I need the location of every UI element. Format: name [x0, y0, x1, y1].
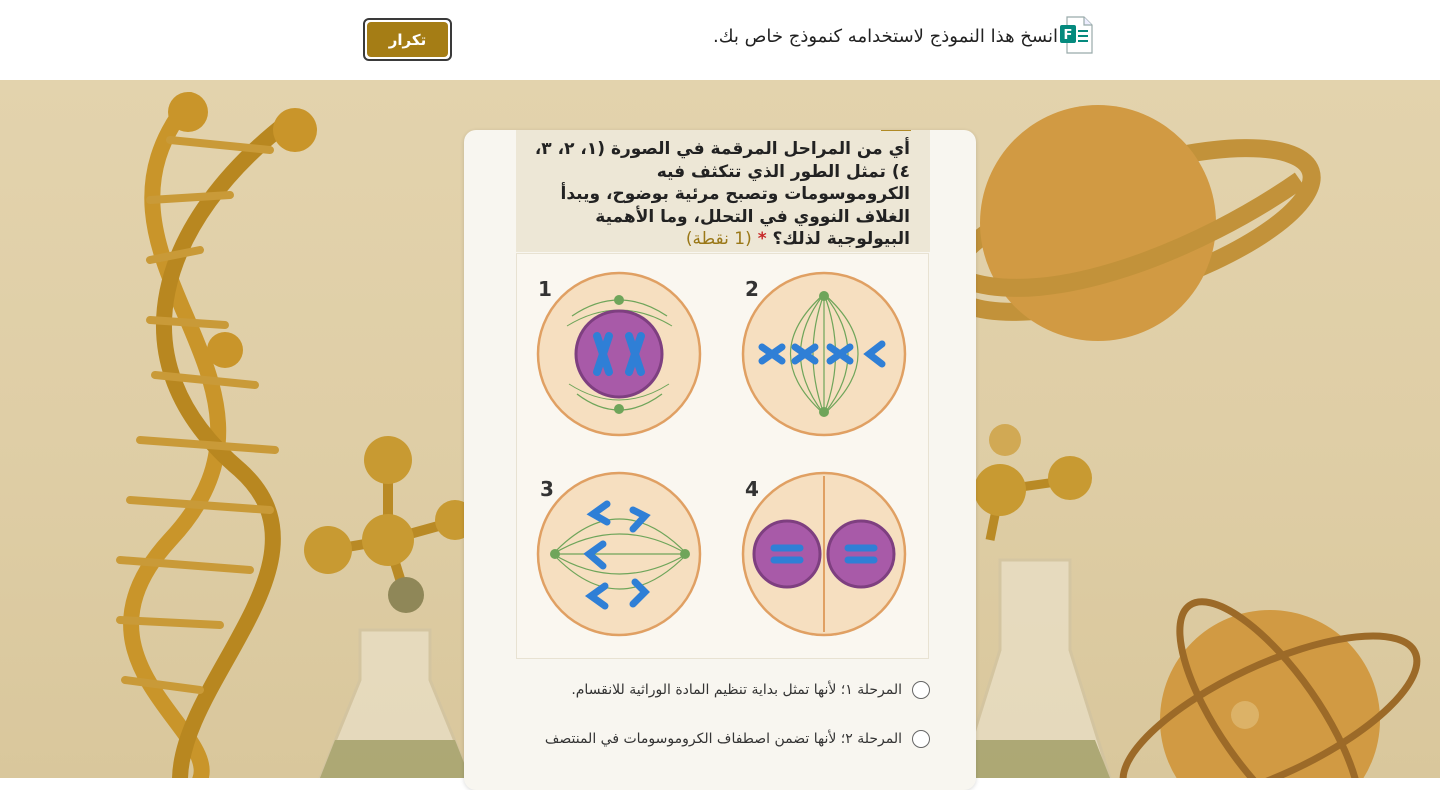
- required-mark: *: [757, 229, 767, 249]
- stage-label-1: 1: [538, 277, 552, 301]
- repeat-button-label: تكرار: [367, 22, 448, 57]
- stage-label-3: 3: [540, 477, 554, 501]
- cell-stage-1: [538, 273, 700, 435]
- question-card: [464, 130, 976, 790]
- dna-helix-icon: [120, 92, 317, 778]
- stage-label-4: 4: [745, 477, 759, 501]
- option-1[interactable]: [571, 681, 930, 699]
- flask-icon: [320, 630, 470, 778]
- forms-app-icon: [1059, 16, 1093, 54]
- planet-icon: [931, 105, 1329, 346]
- option-2-label: المرحلة ٢؛ لأنها تضمن اصطفاف الكروموسومات في المنتصف: [544, 731, 902, 747]
- mitosis-figure: [516, 253, 929, 659]
- option-2[interactable]: [545, 730, 930, 748]
- top-banner: [0, 0, 1440, 80]
- question-points: (1 نقطة): [685, 229, 752, 249]
- mitosis-stages-illustration: [517, 254, 928, 658]
- cell-stage-2: [743, 273, 905, 435]
- option-1-label: المرحلة ١؛ لأنها تمثل بداية تنظيم المادة الوراثية للانقسام.: [571, 682, 902, 698]
- stage-label-2: 2: [745, 277, 759, 301]
- option-2-radio[interactable]: [912, 730, 930, 748]
- atom-icon: [1102, 577, 1439, 778]
- question-accent-bar: [881, 130, 911, 131]
- molecule-icon-right: [974, 424, 1092, 540]
- cell-stage-4: [743, 473, 905, 635]
- flask-icon-right: [960, 560, 1110, 778]
- cell-stage-3: [538, 473, 700, 635]
- question-text: أي من المراحل المرقمة في الصورة (١، ٢، ٣، ٤) تمثل الطور الذي تتكثف فيه الكروموسومات وتصبح مرئية بوضوح، ويبدأ الغلاف النووي في التحلل، وما الأهمية البيولوجية لذلك؟: [534, 139, 910, 249]
- copy-form-text: انسخ هذا النموذج لاستخدامه كنموذج خاص بك.: [713, 26, 1058, 47]
- repeat-button[interactable]: [363, 18, 452, 61]
- option-1-radio[interactable]: [912, 681, 930, 699]
- question-title: [534, 138, 910, 251]
- svg-text:F: F: [1063, 28, 1073, 43]
- molecule-icon: [304, 436, 475, 613]
